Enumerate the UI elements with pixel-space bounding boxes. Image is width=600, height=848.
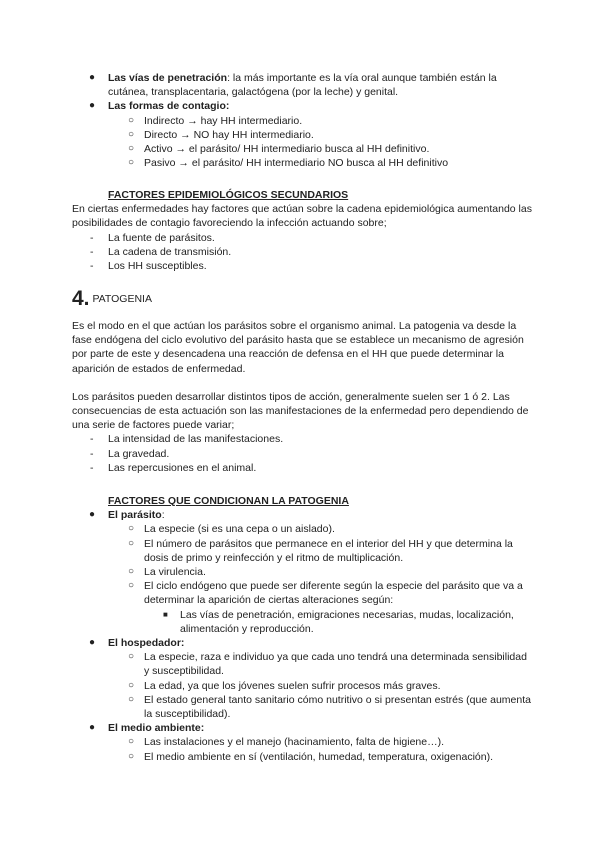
section-number: 4. <box>72 287 90 310</box>
item-text: Pasivo → el parásito/ HH intermediario NO busca al HH definitivo <box>144 157 449 170</box>
item-label: El hospedador: <box>108 637 185 650</box>
paragraph: Es el modo en el que actúan los parásitos sobre el organismo animal. La patogenia va desde la fase endógena del ciclo evolutivo del parásito hasta que se establece un mecanismo de agresión por parte de este y desencadena una reacción de defensa en el HH que puede determinar la aparición de estados de enfermedad. <box>72 320 524 375</box>
list-item <box>72 522 532 536</box>
list-item <box>72 245 532 259</box>
top-bullet-list <box>72 71 532 170</box>
dash-icon: - <box>90 231 94 244</box>
list-item <box>72 693 532 721</box>
dash-icon: - <box>90 260 94 273</box>
list-item <box>72 128 532 142</box>
list-item <box>72 735 532 749</box>
list-item <box>72 156 532 170</box>
list-item <box>72 71 532 99</box>
list-item <box>72 231 532 245</box>
circle-bullet-icon: ○ <box>128 523 135 535</box>
item-text: Activo → el parásito/ HH intermediario busca al HH definitivo. <box>144 143 430 156</box>
dash-icon: - <box>90 447 94 460</box>
circle-bullet-icon: ○ <box>128 580 135 592</box>
list-item <box>72 259 532 273</box>
item-text: El estado general tanto sanitario cómo nutritivo o si presentan estrés (que aumenta la susceptibilidad). <box>144 693 531 721</box>
circle-bullet-icon: ○ <box>128 651 135 663</box>
section-title: PATOGENIA <box>92 293 152 305</box>
circle-bullet-icon: ○ <box>128 736 135 748</box>
list-item <box>72 750 532 764</box>
item-text: La virulencia. <box>144 566 206 579</box>
item-text: Las vías de penetración, emigraciones necesarias, mudas, localización, alimentación y reproducción. <box>180 608 514 635</box>
item-text: La edad, ya que los jóvenes suelen sufrir procesos más graves. <box>144 679 441 692</box>
list-item <box>72 679 532 693</box>
square-bullet-icon: ■ <box>163 609 168 619</box>
list-item <box>72 721 532 735</box>
list-item <box>72 99 532 113</box>
item-label: Las formas de contagio: <box>108 100 230 113</box>
circle-bullet-icon: ○ <box>128 128 135 140</box>
dash-list <box>72 432 532 475</box>
factors-section <box>72 494 532 764</box>
bullet-icon: ● <box>89 722 96 734</box>
factors-list <box>72 508 532 764</box>
list-item <box>72 508 532 522</box>
dash-icon: - <box>90 245 94 258</box>
circle-bullet-icon: ○ <box>128 114 135 126</box>
item-text: Las instalaciones y el manejo (hacinamiento, falta de higiene…). <box>144 736 445 749</box>
patogenia-body <box>72 319 532 475</box>
item-text: El número de parásitos que permanece en el interior del HH y que determina la dosis de primo y reinfección y el ritmo de multiplicación. <box>144 537 513 564</box>
item-text: La gravedad. <box>108 447 170 460</box>
bullet-icon: ● <box>89 637 96 649</box>
dash-icon: - <box>90 433 94 446</box>
item-text: : la más importante es la vía oral aunque también están la cutánea, transplacentaria, galactógena (por la leche) y genital. <box>108 72 497 99</box>
list-item <box>72 142 532 156</box>
list-item <box>72 461 532 475</box>
list-item <box>72 537 532 565</box>
circle-bullet-icon: ○ <box>128 679 135 691</box>
secondary-factors-section <box>72 188 532 273</box>
circle-bullet-icon: ○ <box>128 750 135 762</box>
list-item <box>72 608 532 636</box>
item-text: La especie, raza e individuo ya que cada uno tendrá una determinada sensibilidad y susceptibilidad. <box>144 651 527 678</box>
bullet-icon: ● <box>89 72 96 83</box>
dash-list <box>72 231 532 274</box>
paragraph: Los parásitos pueden desarrollar distintos tipos de acción, generalmente suelen ser 1 ó 2. Las consecuencias de esta actuación son las manifestaciones de la enfermedad pero dependiendo de una serie de factores puede variar; <box>72 390 529 432</box>
item-text: El medio ambiente en sí (ventilación, humedad, temperatura, oxigenación). <box>144 750 494 763</box>
item-text: Las repercusiones en el animal. <box>108 461 257 474</box>
bullet-icon: ● <box>89 509 96 521</box>
list-item <box>72 432 532 446</box>
circle-bullet-icon: ○ <box>128 693 135 705</box>
item-text: La intensidad de las manifestaciones. <box>108 433 284 446</box>
item-label: El parásito <box>108 509 162 522</box>
item-text: Directo → NO hay HH intermediario. <box>144 128 314 141</box>
section-subtitle: FACTORES QUE CONDICIONAN LA PATOGENIA <box>108 495 349 507</box>
item-label: Las vías de penetración <box>108 72 228 84</box>
list-item <box>72 114 532 128</box>
dash-icon: - <box>90 461 94 474</box>
item-text: La cadena de transmisión. <box>108 245 232 258</box>
section-heading <box>72 287 532 310</box>
list-item <box>72 565 532 579</box>
circle-bullet-icon: ○ <box>128 157 135 169</box>
circle-bullet-icon: ○ <box>128 537 135 549</box>
list-item <box>72 579 532 607</box>
paragraph: En ciertas enfermedades hay factores que actúan sobre la cadena epidemiológica aumentando las posibilidades de contagio favoreciendo la infección actuando sobre; <box>72 203 532 230</box>
item-text: El ciclo endógeno que puede ser diferente según la especie del parásito que va a determinar la aparición de ciertas alteraciones según: <box>144 580 523 607</box>
item-text: : <box>161 509 165 522</box>
list-item <box>72 650 532 678</box>
item-text: La fuente de parásitos. <box>108 231 215 244</box>
section-subtitle: FACTORES EPIDEMIOLÓGICOS SECUNDARIOS <box>108 189 349 201</box>
list-item <box>72 636 532 650</box>
item-text: Indirecto → hay HH intermediario. <box>144 114 303 127</box>
list-item <box>72 447 532 461</box>
item-text: Los HH susceptibles. <box>108 260 207 273</box>
item-text: La especie (si es una cepa o un aislado). <box>144 523 335 536</box>
item-label: El medio ambiente: <box>108 722 205 735</box>
bullet-icon: ● <box>89 100 96 112</box>
circle-bullet-icon: ○ <box>128 566 135 578</box>
circle-bullet-icon: ○ <box>128 143 135 155</box>
